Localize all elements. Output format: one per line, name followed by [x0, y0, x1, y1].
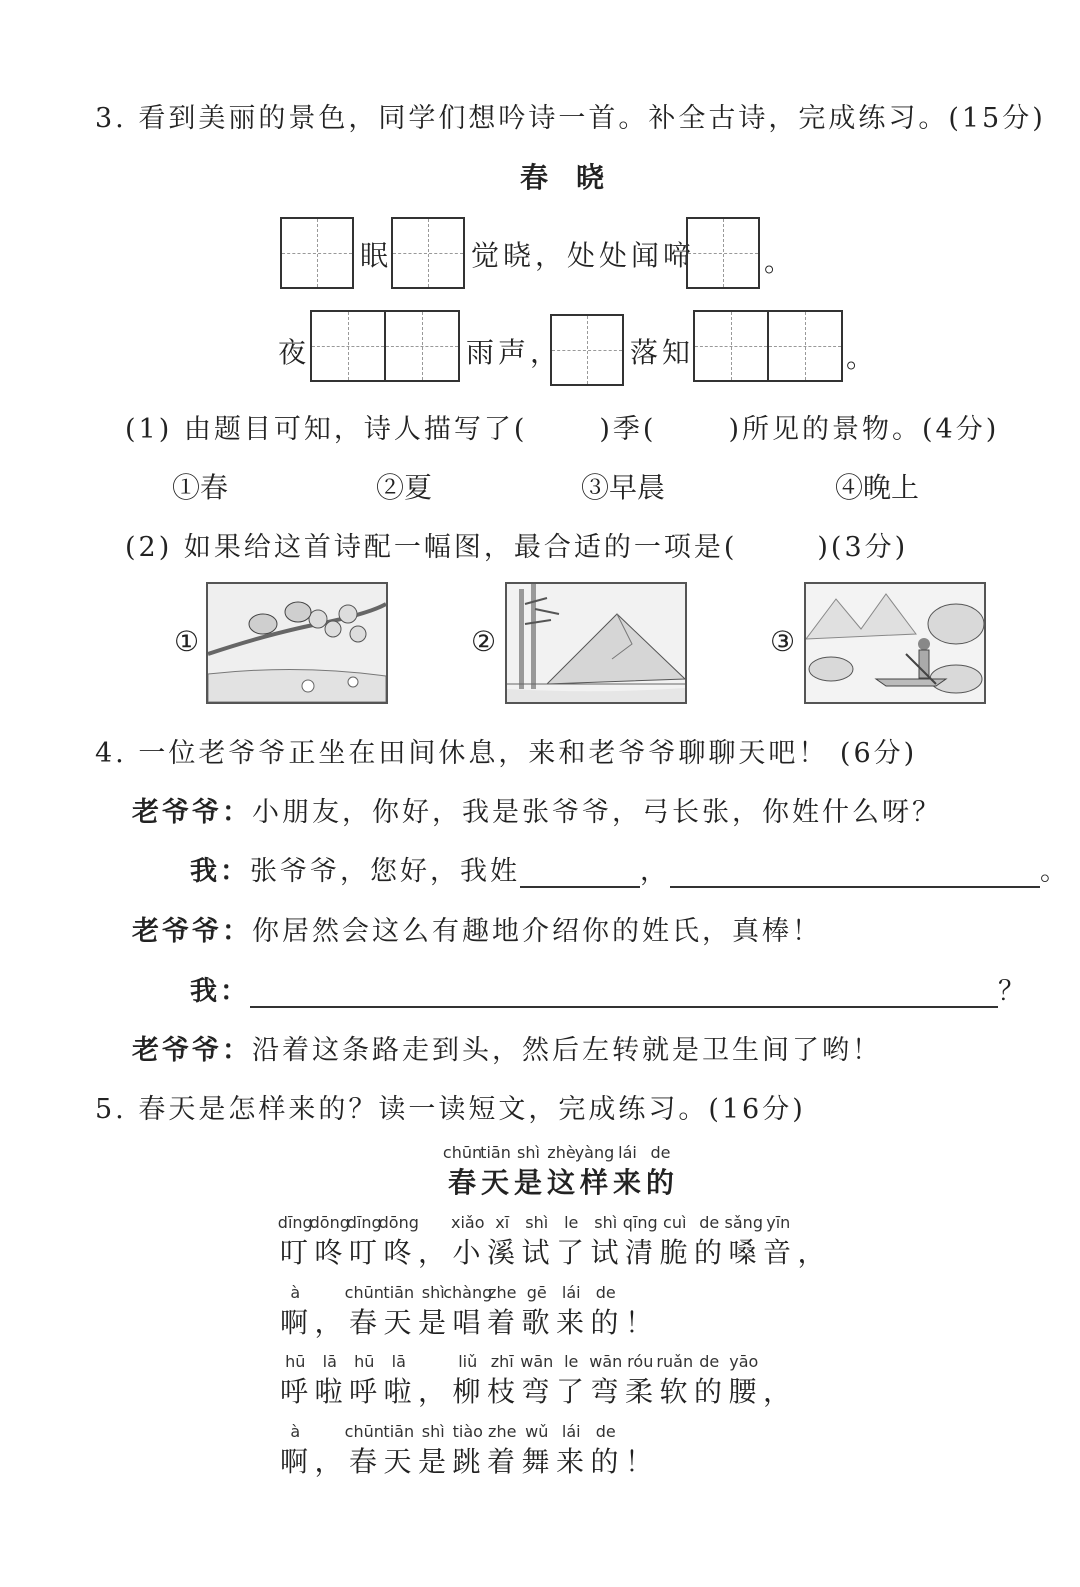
pinyin-syllable: de	[595, 1422, 616, 1441]
hanzi-char: 啊	[280, 1306, 309, 1339]
picture-label-3: ③	[770, 625, 796, 658]
pinyin-syllable: de	[650, 1143, 671, 1162]
pinyin-syllable: à	[290, 1422, 301, 1441]
hanzi-char: 来	[556, 1445, 585, 1478]
hanzi-char: 叮	[280, 1236, 309, 1269]
pinyin-syllable: tiào	[452, 1422, 483, 1441]
poem-title: 春晓	[520, 161, 633, 194]
pinyin-syllable: de	[699, 1213, 720, 1232]
speaker-me: 我：	[190, 856, 250, 887]
pinyin-syllable: shì	[421, 1283, 445, 1302]
poem-text-2start: 夜	[278, 336, 311, 369]
hanzi-char: 是	[418, 1445, 447, 1478]
poem-box-8[interactable]	[767, 310, 843, 382]
speaker-grandpa: 老爷爷：	[132, 797, 252, 828]
surname-blank[interactable]	[520, 856, 640, 888]
hanzi-char: 小	[452, 1236, 481, 1269]
pinyin-syllable: le	[564, 1213, 579, 1232]
picture-birds-blossoms[interactable]	[206, 582, 388, 704]
q3-option-3[interactable]: ③早晨	[581, 471, 666, 504]
bamboo-mountain-illustration	[507, 584, 685, 702]
hanzi-char: 天	[481, 1166, 510, 1199]
pinyin-syllable: yāo	[729, 1352, 759, 1371]
poem-box-5[interactable]	[384, 310, 460, 382]
q3-heading: 3. 看到美丽的景色，同学们想吟诗一首。补全古诗，完成练习。(15分)	[95, 103, 1046, 134]
pinyin-syllable: le	[564, 1352, 579, 1371]
hanzi-char: 溪	[487, 1236, 516, 1269]
q3-sub1-text-c: )所见的景物。(4分)	[728, 414, 1000, 445]
q4-dialogue-1	[132, 790, 942, 829]
poem-box-2[interactable]	[391, 217, 465, 289]
poem-box-4[interactable]	[310, 310, 386, 382]
pinyin-syllable: hū	[285, 1352, 306, 1371]
hanzi-char: 柔	[625, 1375, 654, 1408]
hanzi-char: ！	[625, 1445, 654, 1478]
pinyin-syllable: shì	[525, 1213, 549, 1232]
hanzi-char: ，	[763, 1375, 792, 1408]
pinyin-syllable: tiān	[480, 1143, 511, 1162]
pinyin-syllable: de	[595, 1283, 616, 1302]
pinyin-syllable: liǔ	[458, 1352, 478, 1371]
q3-sub2-text-b: )(3分)	[817, 532, 909, 563]
hanzi-char: 着	[487, 1445, 516, 1478]
hanzi-char: 了	[556, 1375, 585, 1408]
pinyin-syllable: shì	[517, 1143, 540, 1162]
pinyin-syllable: lā	[391, 1352, 406, 1371]
hanzi-char: 咚	[383, 1236, 412, 1269]
q3-sub1	[125, 407, 999, 446]
pinyin-syllable: xī	[495, 1213, 510, 1232]
pinyin-syllable: tiān	[383, 1422, 415, 1441]
pinyin-syllable: róu	[627, 1352, 654, 1371]
pinyin-syllable: de	[699, 1352, 720, 1371]
pinyin-syllable: yàng	[574, 1143, 615, 1162]
hanzi-char: ，	[797, 1236, 826, 1269]
poem-box-7[interactable]	[693, 310, 769, 382]
hanzi-char: 试	[521, 1236, 550, 1269]
pinyin-syllable: zhe	[488, 1422, 517, 1441]
hanzi-char: 春	[349, 1445, 378, 1478]
q3-option-4[interactable]: ④晚上	[835, 471, 920, 504]
dialogue-text: 你居然会这么有趣地介绍你的姓氏，真棒！	[252, 916, 822, 947]
hanzi-char: 啊	[280, 1445, 309, 1478]
hanzi-char: 的	[694, 1236, 723, 1269]
pinyin-syllable: zhe	[488, 1283, 517, 1302]
hanzi-char: ，	[418, 1375, 447, 1408]
q3-option-2[interactable]: ②夏	[376, 471, 433, 504]
pinyin-syllable: zhè	[547, 1143, 576, 1162]
pinyin-syllable: dōng	[378, 1213, 419, 1232]
hanzi-char: ，	[314, 1306, 343, 1339]
speaker-me: 我：	[190, 976, 250, 1007]
pinyin-syllable: wān	[589, 1352, 623, 1371]
hanzi-char: 腰	[728, 1375, 757, 1408]
pinyin-syllable: sǎng	[724, 1213, 763, 1232]
poem-text-1end: 。	[764, 245, 797, 278]
hanzi-char: 着	[487, 1306, 516, 1339]
birds-blossoms-illustration	[208, 584, 386, 702]
end-punct: 。	[1040, 856, 1070, 887]
poem-box-1[interactable]	[280, 217, 354, 289]
q4-dialogue-2	[190, 849, 1070, 888]
poem-text-1b: 觉晓，处处闻啼	[471, 239, 696, 272]
poem-box-6[interactable]	[550, 314, 624, 386]
hanzi-char: 叮	[349, 1236, 378, 1269]
q4-dialogue-4	[190, 969, 1028, 1008]
hanzi-char: 音	[763, 1236, 792, 1269]
hanzi-char: 歌	[521, 1306, 550, 1339]
hanzi-char: 春	[349, 1306, 378, 1339]
hanzi-char: 春	[448, 1166, 477, 1199]
poem-text-1a: 眠	[360, 239, 393, 272]
q3-sub1-text-b: )季(	[599, 414, 657, 445]
hanzi-char: 试	[590, 1236, 619, 1269]
dialogue-text: 小朋友，你好，我是张爷爷，弓长张，你姓什么呀？	[252, 797, 942, 828]
speaker-grandpa: 老爷爷：	[132, 916, 252, 947]
hanzi-char: 清	[625, 1236, 654, 1269]
hanzi-char: 来	[613, 1166, 642, 1199]
pinyin-syllable: wǔ	[525, 1422, 549, 1441]
picture-bamboo-mountain[interactable]	[505, 582, 687, 704]
hanzi-char: 是	[514, 1166, 543, 1199]
hanzi-char: 的	[646, 1166, 675, 1199]
hanzi-char: 天	[383, 1306, 412, 1339]
poem-text-2a: 雨声，	[466, 336, 563, 369]
surname-description-blank[interactable]	[670, 856, 1040, 888]
dialogue-text: 张爷爷，您好，我姓	[250, 856, 520, 887]
hanzi-char: 啦	[314, 1375, 343, 1408]
hanzi-char: 咚	[314, 1236, 343, 1269]
hanzi-char: 跳	[452, 1445, 481, 1478]
pinyin-syllable: cuì	[663, 1213, 687, 1232]
hanzi-char: 软	[659, 1375, 688, 1408]
hanzi-char: 是	[418, 1306, 447, 1339]
pinyin-syllable: chūn	[344, 1283, 384, 1302]
hanzi-char: 这	[547, 1166, 576, 1199]
hanzi-char: ，	[418, 1236, 447, 1269]
hanzi-char: 呼	[280, 1375, 309, 1408]
pinyin-syllable: lā	[322, 1352, 337, 1371]
poem-text-2b: 落知	[630, 336, 695, 369]
pinyin-syllable: yīn	[766, 1213, 791, 1232]
pinyin-syllable: dīng	[277, 1213, 313, 1232]
question-blank[interactable]	[250, 976, 998, 1008]
q3-sub2-text-a: (2) 如果给这首诗配一幅图，最合适的一项是(	[125, 532, 738, 563]
hanzi-char: 的	[590, 1306, 619, 1339]
picture-lotus-boat[interactable]	[804, 582, 986, 704]
hanzi-char: 了	[556, 1236, 585, 1269]
pinyin-syllable: gē	[526, 1283, 547, 1302]
poem-box-3[interactable]	[686, 217, 760, 289]
pinyin-syllable: chàng	[443, 1283, 493, 1302]
pinyin-syllable: à	[290, 1283, 301, 1302]
end-punct: ？	[998, 976, 1028, 1007]
q3-sub2	[125, 525, 908, 564]
picture-label-1: ①	[174, 625, 200, 658]
pinyin-syllable: shì	[594, 1213, 618, 1232]
hanzi-char: 唱	[452, 1306, 481, 1339]
pinyin-syllable: dīng	[346, 1213, 382, 1232]
hanzi-char: 弯	[590, 1375, 619, 1408]
hanzi-char: 脆	[659, 1236, 688, 1269]
pinyin-syllable: lái	[561, 1422, 581, 1441]
pinyin-syllable: chūn	[344, 1422, 384, 1441]
hanzi-char: 的	[694, 1375, 723, 1408]
hanzi-char: 弯	[521, 1375, 550, 1408]
separator: ，	[640, 856, 670, 887]
hanzi-char: 枝	[487, 1375, 516, 1408]
q3-sub1-text-a: (1) 由题目可知，诗人描写了(	[125, 414, 528, 445]
poem-text-2end: 。	[846, 341, 879, 374]
hanzi-char: 呼	[349, 1375, 378, 1408]
hanzi-char: 来	[556, 1306, 585, 1339]
pinyin-syllable: lái	[618, 1143, 637, 1162]
q5-heading: 5. 春天是怎样来的？读一读短文，完成练习。(16分)	[95, 1094, 806, 1125]
picture-label-2: ②	[471, 625, 497, 658]
pinyin-syllable: hū	[354, 1352, 375, 1371]
q3-option-1[interactable]: ①春	[172, 471, 229, 504]
pinyin-syllable: xiǎo	[450, 1213, 485, 1232]
q4-dialogue-5	[132, 1028, 882, 1067]
pinyin-syllable: ruǎn	[656, 1352, 694, 1371]
pinyin-syllable: lái	[561, 1283, 581, 1302]
dialogue-text: 沿着这条路走到头，然后左转就是卫生间了哟！	[252, 1035, 882, 1066]
hanzi-char: 柳	[452, 1375, 481, 1408]
hanzi-char: 天	[383, 1445, 412, 1478]
pinyin-syllable: zhī	[490, 1352, 514, 1371]
pinyin-syllable: qīng	[622, 1213, 658, 1232]
pinyin-syllable: wān	[520, 1352, 554, 1371]
q4-heading: 4. 一位老爷爷正坐在田间休息，来和老爷爷聊聊天吧！ (6分)	[95, 738, 918, 769]
hanzi-char: 啦	[383, 1375, 412, 1408]
hanzi-char: 的	[590, 1445, 619, 1478]
hanzi-char: ！	[625, 1306, 654, 1339]
pinyin-syllable: shì	[421, 1422, 445, 1441]
hanzi-char: 嗓	[728, 1236, 757, 1269]
pinyin-syllable: tiān	[383, 1283, 415, 1302]
pinyin-syllable: chūn	[442, 1143, 483, 1162]
hanzi-char: 样	[580, 1166, 609, 1199]
hanzi-char: 舞	[521, 1445, 550, 1478]
speaker-grandpa: 老爷爷：	[132, 1035, 252, 1066]
q4-dialogue-3	[132, 909, 822, 948]
hanzi-char: ，	[314, 1445, 343, 1478]
lotus-boat-illustration	[806, 584, 984, 702]
pinyin-syllable: dōng	[309, 1213, 350, 1232]
